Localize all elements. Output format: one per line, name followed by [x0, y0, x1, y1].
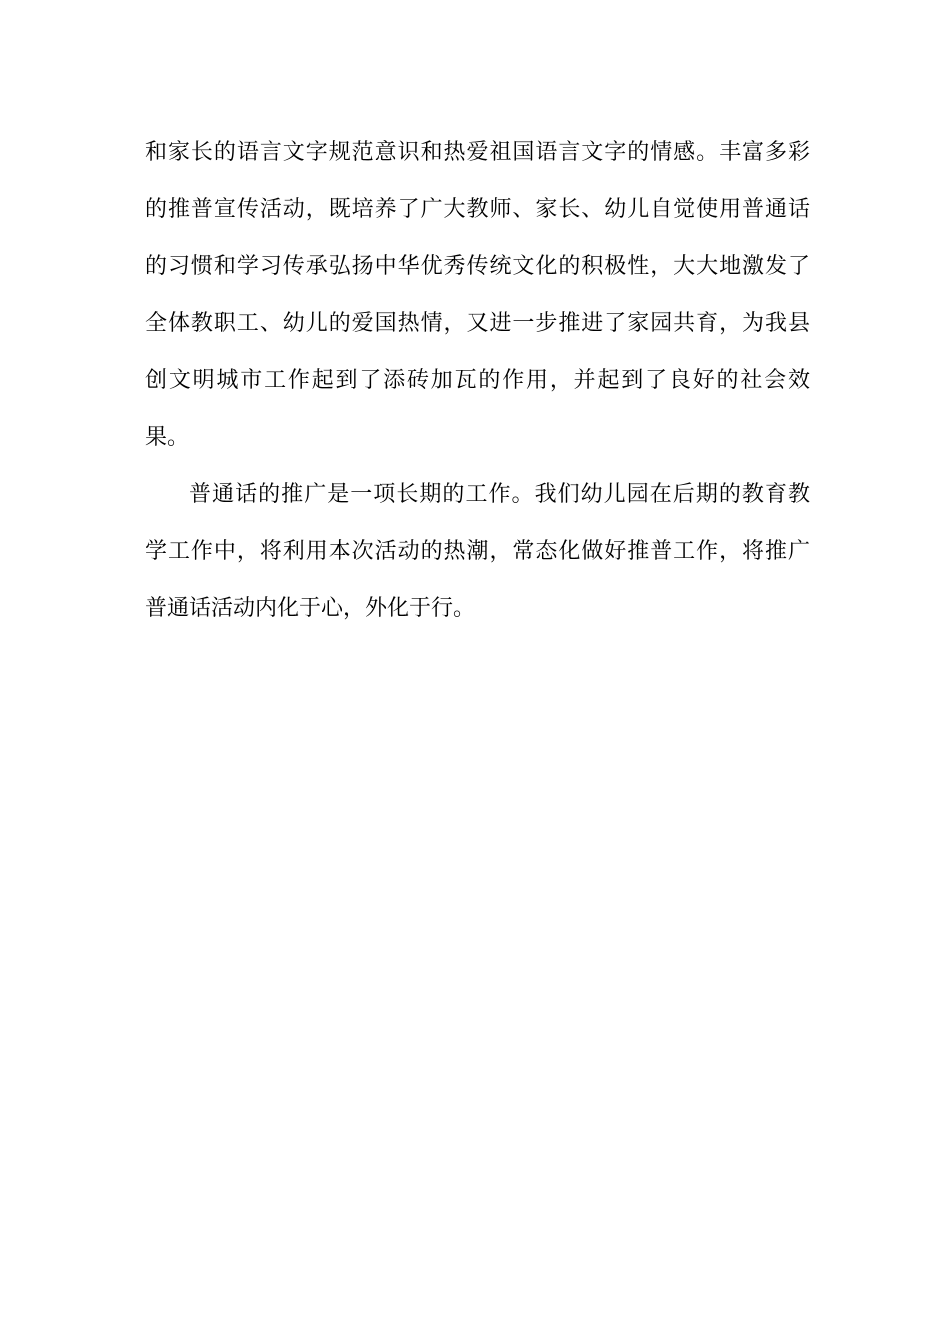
text-line: 普通话的推广是一项长期的工作。我们幼儿园在后期的教育教: [189, 482, 810, 507]
document-body: [145, 126, 810, 639]
paragraph-2: [145, 468, 810, 639]
text-line: 普通话活动内化于心，外化于行。: [145, 596, 476, 621]
text-line: 的习惯和学习传承弘扬中华优秀传统文化的积极性，大大地激发了: [145, 254, 810, 279]
text-line: 学工作中，将利用本次活动的热潮，常态化做好推普工作，将推广: [145, 539, 810, 564]
text-line: 的推普宣传活动，既培养了广大教师、家长、幼儿自觉使用普通话: [145, 197, 810, 222]
text-line: 创文明城市工作起到了添砖加瓦的作用，并起到了良好的社会效: [145, 368, 810, 393]
text-line: 全体教职工、幼儿的爱国热情，又进一步推进了家园共育，为我县: [145, 311, 810, 336]
text-line: 和家长的语言文字规范意识和热爱祖国语言文字的情感。丰富多彩: [145, 140, 810, 165]
paragraph-1: [145, 126, 810, 468]
text-line: 果。: [145, 425, 190, 450]
